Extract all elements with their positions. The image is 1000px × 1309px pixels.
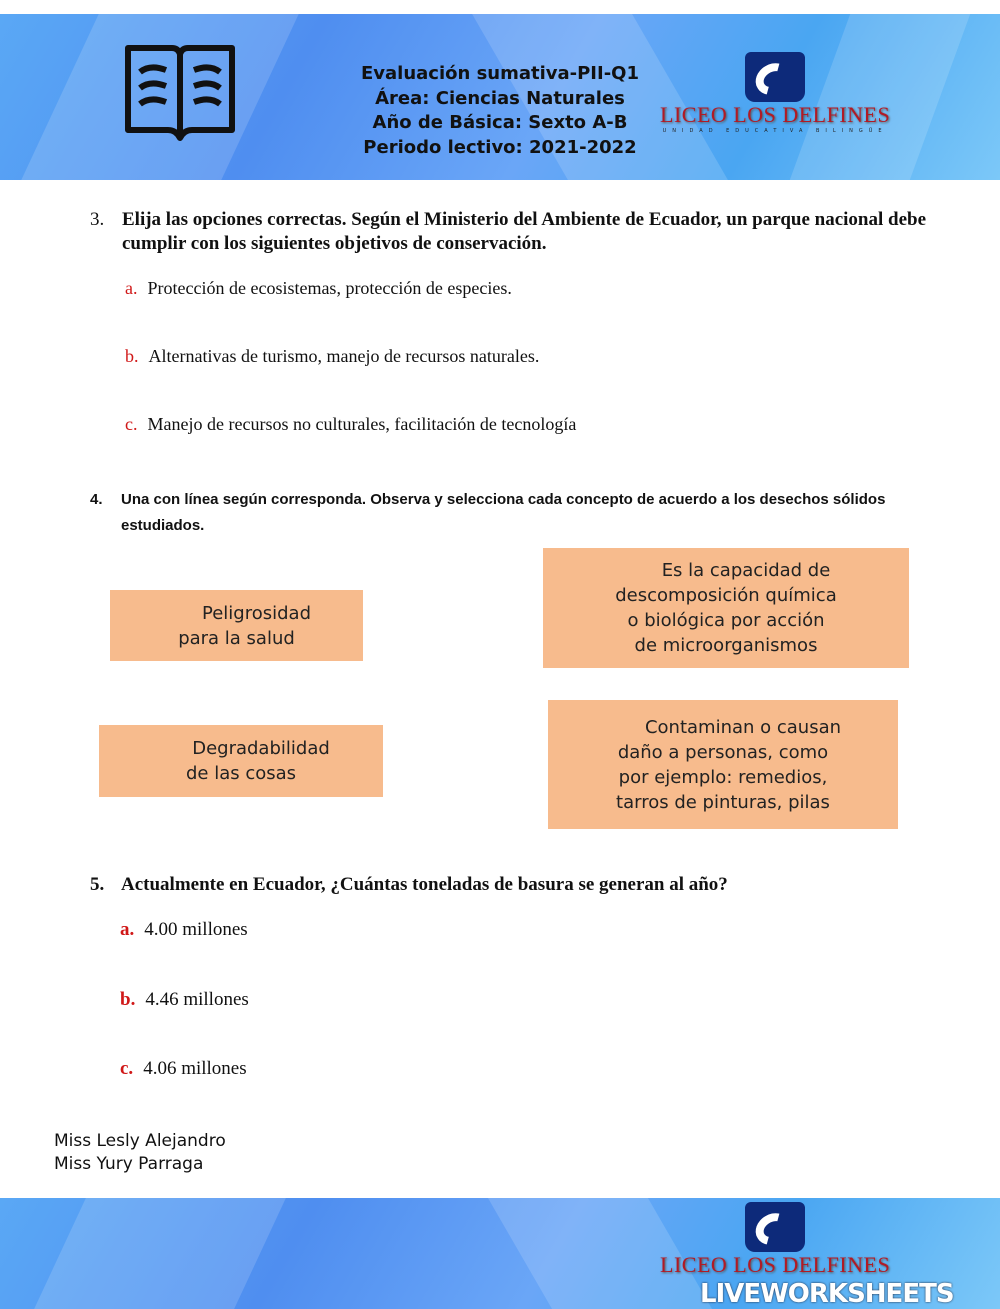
box-line: por ejemplo: remedios, [618, 766, 828, 788]
title-line: Año de Básica: Sexto A-B [372, 112, 628, 133]
school-name: LICEO LOS DELFINES [660, 1252, 891, 1277]
liveworksheets-watermark: LIVEWORKSHEETS [700, 1279, 954, 1309]
teacher-name: Miss Yury Parraga [54, 1154, 204, 1174]
box-line: daño a personas, como [617, 741, 829, 763]
school-logo [660, 52, 890, 134]
box-line: para la salud [178, 627, 295, 649]
title-line: Periodo lectivo: 2021-2022 [363, 136, 637, 158]
box-line: Contaminan o causan [644, 716, 842, 738]
question-number: 5. [90, 874, 105, 895]
option-text: 4.46 millones [145, 989, 249, 1010]
question-4 [90, 487, 950, 539]
option-text: Manejo de recursos no culturales, facilitación de tecnología [147, 414, 577, 434]
header-title [300, 62, 700, 160]
box-line: tarros de pinturas, pilas [616, 791, 830, 813]
box-line: o biológica por acción [627, 610, 825, 631]
box-line: de microorganismos [634, 635, 818, 656]
match-left-1[interactable] [110, 590, 363, 661]
option-text: Protección de ecosistemas, protección de especies. [147, 278, 512, 298]
option-text: 4.00 millones [144, 919, 248, 940]
dolphin-shield-icon [745, 52, 805, 102]
dolphin-shield-icon [745, 1202, 805, 1252]
option-letter: c. [120, 1058, 134, 1079]
q5-option-a[interactable] [120, 919, 248, 941]
school-subtitle: UNIDAD EDUCATIVA BILINGÜE [662, 128, 888, 134]
title-line: Evaluación sumativa-PII-Q1 [360, 63, 640, 84]
option-letter: c. [125, 414, 138, 434]
teacher-name: Miss Lesly Alejandro [54, 1131, 226, 1151]
question-3 [90, 208, 930, 256]
q3-option-b[interactable] [125, 346, 539, 367]
option-letter: a. [120, 919, 135, 940]
question-number: 4. [90, 491, 103, 508]
box-line: Peligrosidad [202, 602, 311, 624]
question-text: Una con línea según corresponda. Observa y selecciona cada concepto de acuerdo a los desechos sólidos estudiados. [121, 491, 886, 534]
school-logo [660, 1202, 890, 1278]
option-text: 4.06 millones [143, 1058, 247, 1079]
box-line: de las cosas [185, 763, 297, 784]
title-line: Área: Ciencias Naturales [375, 87, 625, 109]
match-right-2[interactable] [548, 700, 898, 829]
teachers [54, 1130, 226, 1176]
box-line: descomposición química [615, 585, 837, 606]
question-number: 3. [90, 209, 105, 230]
match-left-2[interactable] [99, 725, 383, 797]
question-text: Elija las opciones correctas. Según el Ministerio del Ambiente de Ecuador, un parque nacional debe cumplir con los siguientes objetivos de conservación. [122, 209, 927, 254]
school-name: LICEO LOS DELFINES [660, 102, 891, 127]
q3-option-a[interactable] [125, 278, 512, 299]
open-book-icon [120, 38, 240, 148]
option-letter: b. [125, 346, 139, 366]
header-banner [0, 14, 1000, 180]
q5-option-c[interactable] [120, 1058, 247, 1080]
option-letter: b. [120, 989, 136, 1010]
option-letter: a. [125, 278, 138, 298]
match-right-1[interactable] [543, 548, 909, 668]
box-line: Es la capacidad de [661, 560, 831, 581]
q3-option-c[interactable] [125, 414, 576, 435]
option-text: Alternativas de turismo, manejo de recursos naturales. [148, 346, 540, 366]
box-line: Degradabilidad [192, 738, 330, 759]
question-text: Actualmente en Ecuador, ¿Cuántas toneladas de basura se generan al año? [121, 874, 728, 895]
q5-option-b[interactable] [120, 989, 249, 1011]
question-5 [90, 873, 950, 897]
